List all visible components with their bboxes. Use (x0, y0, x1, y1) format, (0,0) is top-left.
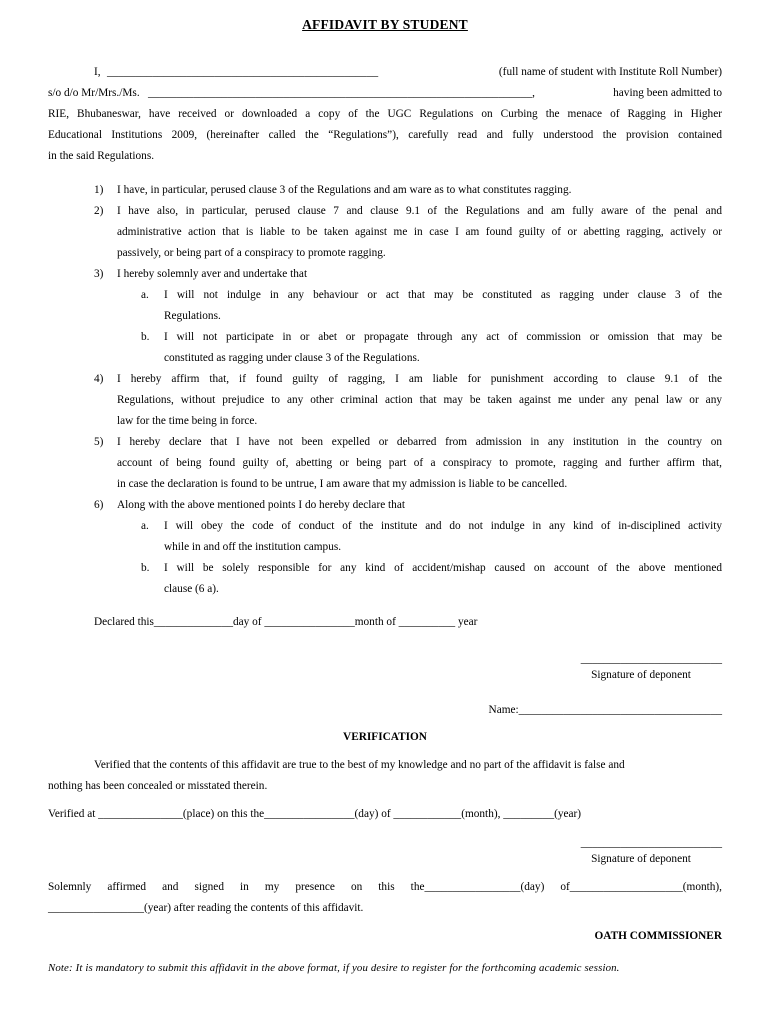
intro-line-5: in the said Regulations. (48, 150, 155, 162)
item-4-line-3: law for the time being in force. (117, 415, 258, 427)
intro-line-3: RIE, Bhubaneswar, have received or downloaded a copy of the UGC Regulations on Curbing the menace of Ragging in Higher (48, 108, 722, 120)
signature-1-line: _________________________ (580, 653, 722, 665)
item-6b-label: b. (141, 562, 150, 574)
item-2-line-2: administrative action that is liable to be taken against me in case I am found guilty of or abetting ragging, actively or (117, 226, 722, 238)
item-3-number: 3) (94, 268, 104, 280)
item-5-line-1: I hereby declare that I have not been expelled or debarred from admission in any institution in the country on (117, 436, 722, 448)
item-4-line-2: Regulations, without prejudice to any other criminal action that may be taken against me under any penal law or any (117, 394, 722, 406)
item-2-line-1: I have also, in particular, perused clause 7 and clause 9.1 of the Regulations and am fully aware of the penal and (117, 205, 722, 217)
parent-name-blank: ____________________________________________________________________, (148, 87, 535, 99)
item-6-number: 6) (94, 499, 104, 511)
solemn-line-2: _________________(year) after reading the contents of this affidavit. (48, 902, 364, 914)
item-3a-line-1: I will not indulge in any behaviour or act that may be constituted as ragging under clause 3 of the (164, 289, 722, 301)
verification-line-2: nothing has been concealed or misstated therein. (48, 780, 268, 792)
intro-line-1-start: I, (94, 66, 101, 78)
declared-date-line: Declared this______________day of ________________month of __________ year (94, 616, 478, 628)
item-4-number: 4) (94, 373, 104, 385)
intro-line-4: Educational Institutions 2009, (hereinafter called the “Regulations”), carefully read and fully understood the provision contained (48, 129, 722, 141)
item-3b-label: b. (141, 331, 150, 343)
item-3b-line-1: I will not participate in or abet or propagate through any act of commission or omission that may be (164, 331, 722, 343)
solemn-line-1: Solemnly affirmed and signed in my presence on this the_________________(day) of____________________(month), (48, 881, 722, 893)
item-5-line-3: in case the declaration is found to be untrue, I am aware that my admission is liable to be cancelled. (117, 478, 568, 490)
item-3b-line-2: constituted as ragging under clause 3 of the Regulations. (164, 352, 420, 364)
item-6-text: Along with the above mentioned points I do hereby declare that (117, 499, 405, 511)
oath-commissioner-label: OATH COMMISSIONER (594, 930, 722, 942)
intro-line-1-end: (full name of student with Institute Roll Number) (498, 66, 722, 78)
page-title: AFFIDAVIT BY STUDENT (302, 17, 468, 32)
item-5-line-2: account of being found guilty of, abetting or being part of a conspiracy to promote, ragging and further affirm that, (117, 457, 722, 469)
item-6b-line-1: I will be solely responsible for any kind of accident/mishap caused on account of the above mentioned (164, 562, 722, 574)
verification-line-1: Verified that the contents of this affidavit are true to the best of my knowledge and no part of the affidavit is false and (94, 759, 625, 771)
verified-at-line: Verified at _______________(place) on this the________________(day) of ____________(month), _________(year) (48, 808, 582, 820)
intro-line-2-end: having been admitted to (613, 87, 722, 99)
item-5-number: 5) (94, 436, 104, 448)
student-name-blank: ________________________________________________ (107, 66, 379, 78)
signature-2-label: Signature of deponent (591, 853, 691, 865)
signature-2-line: _________________________ (580, 837, 722, 849)
verification-heading: VERIFICATION (343, 731, 427, 743)
item-2-number: 2) (94, 205, 104, 217)
signature-1-label: Signature of deponent (591, 669, 691, 681)
intro-line-2-start: s/o d/o Mr/Mrs./Ms. (48, 87, 140, 99)
item-3-text: I hereby solemnly aver and undertake that (117, 268, 308, 280)
item-6a-label: a. (141, 520, 149, 532)
item-4-line-1: I hereby affirm that, if found guilty of ragging, I am liable for punishment according to clause 9.1 of the (117, 373, 722, 385)
deponent-name-line: Name:____________________________________ (488, 704, 722, 716)
item-6a-line-1: I will obey the code of conduct of the institute and do not indulge in any kind of in-disciplined activity (164, 520, 722, 532)
item-6b-line-2: clause (6 a). (164, 583, 219, 595)
footer-note: Note: It is mandatory to submit this affidavit in the above format, if you desire to register for the forthcoming academic session. (48, 962, 620, 974)
item-1-number: 1) (94, 184, 104, 196)
item-1-text: I have, in particular, perused clause 3 of the Regulations and am ware as to what constitutes ragging. (117, 184, 572, 196)
item-6a-line-2: while in and off the institution campus. (164, 541, 342, 553)
item-3a-label: a. (141, 289, 149, 301)
item-2-line-3: passively, or being part of a conspiracy to promote ragging. (117, 247, 386, 259)
item-3a-line-2: Regulations. (164, 310, 221, 322)
